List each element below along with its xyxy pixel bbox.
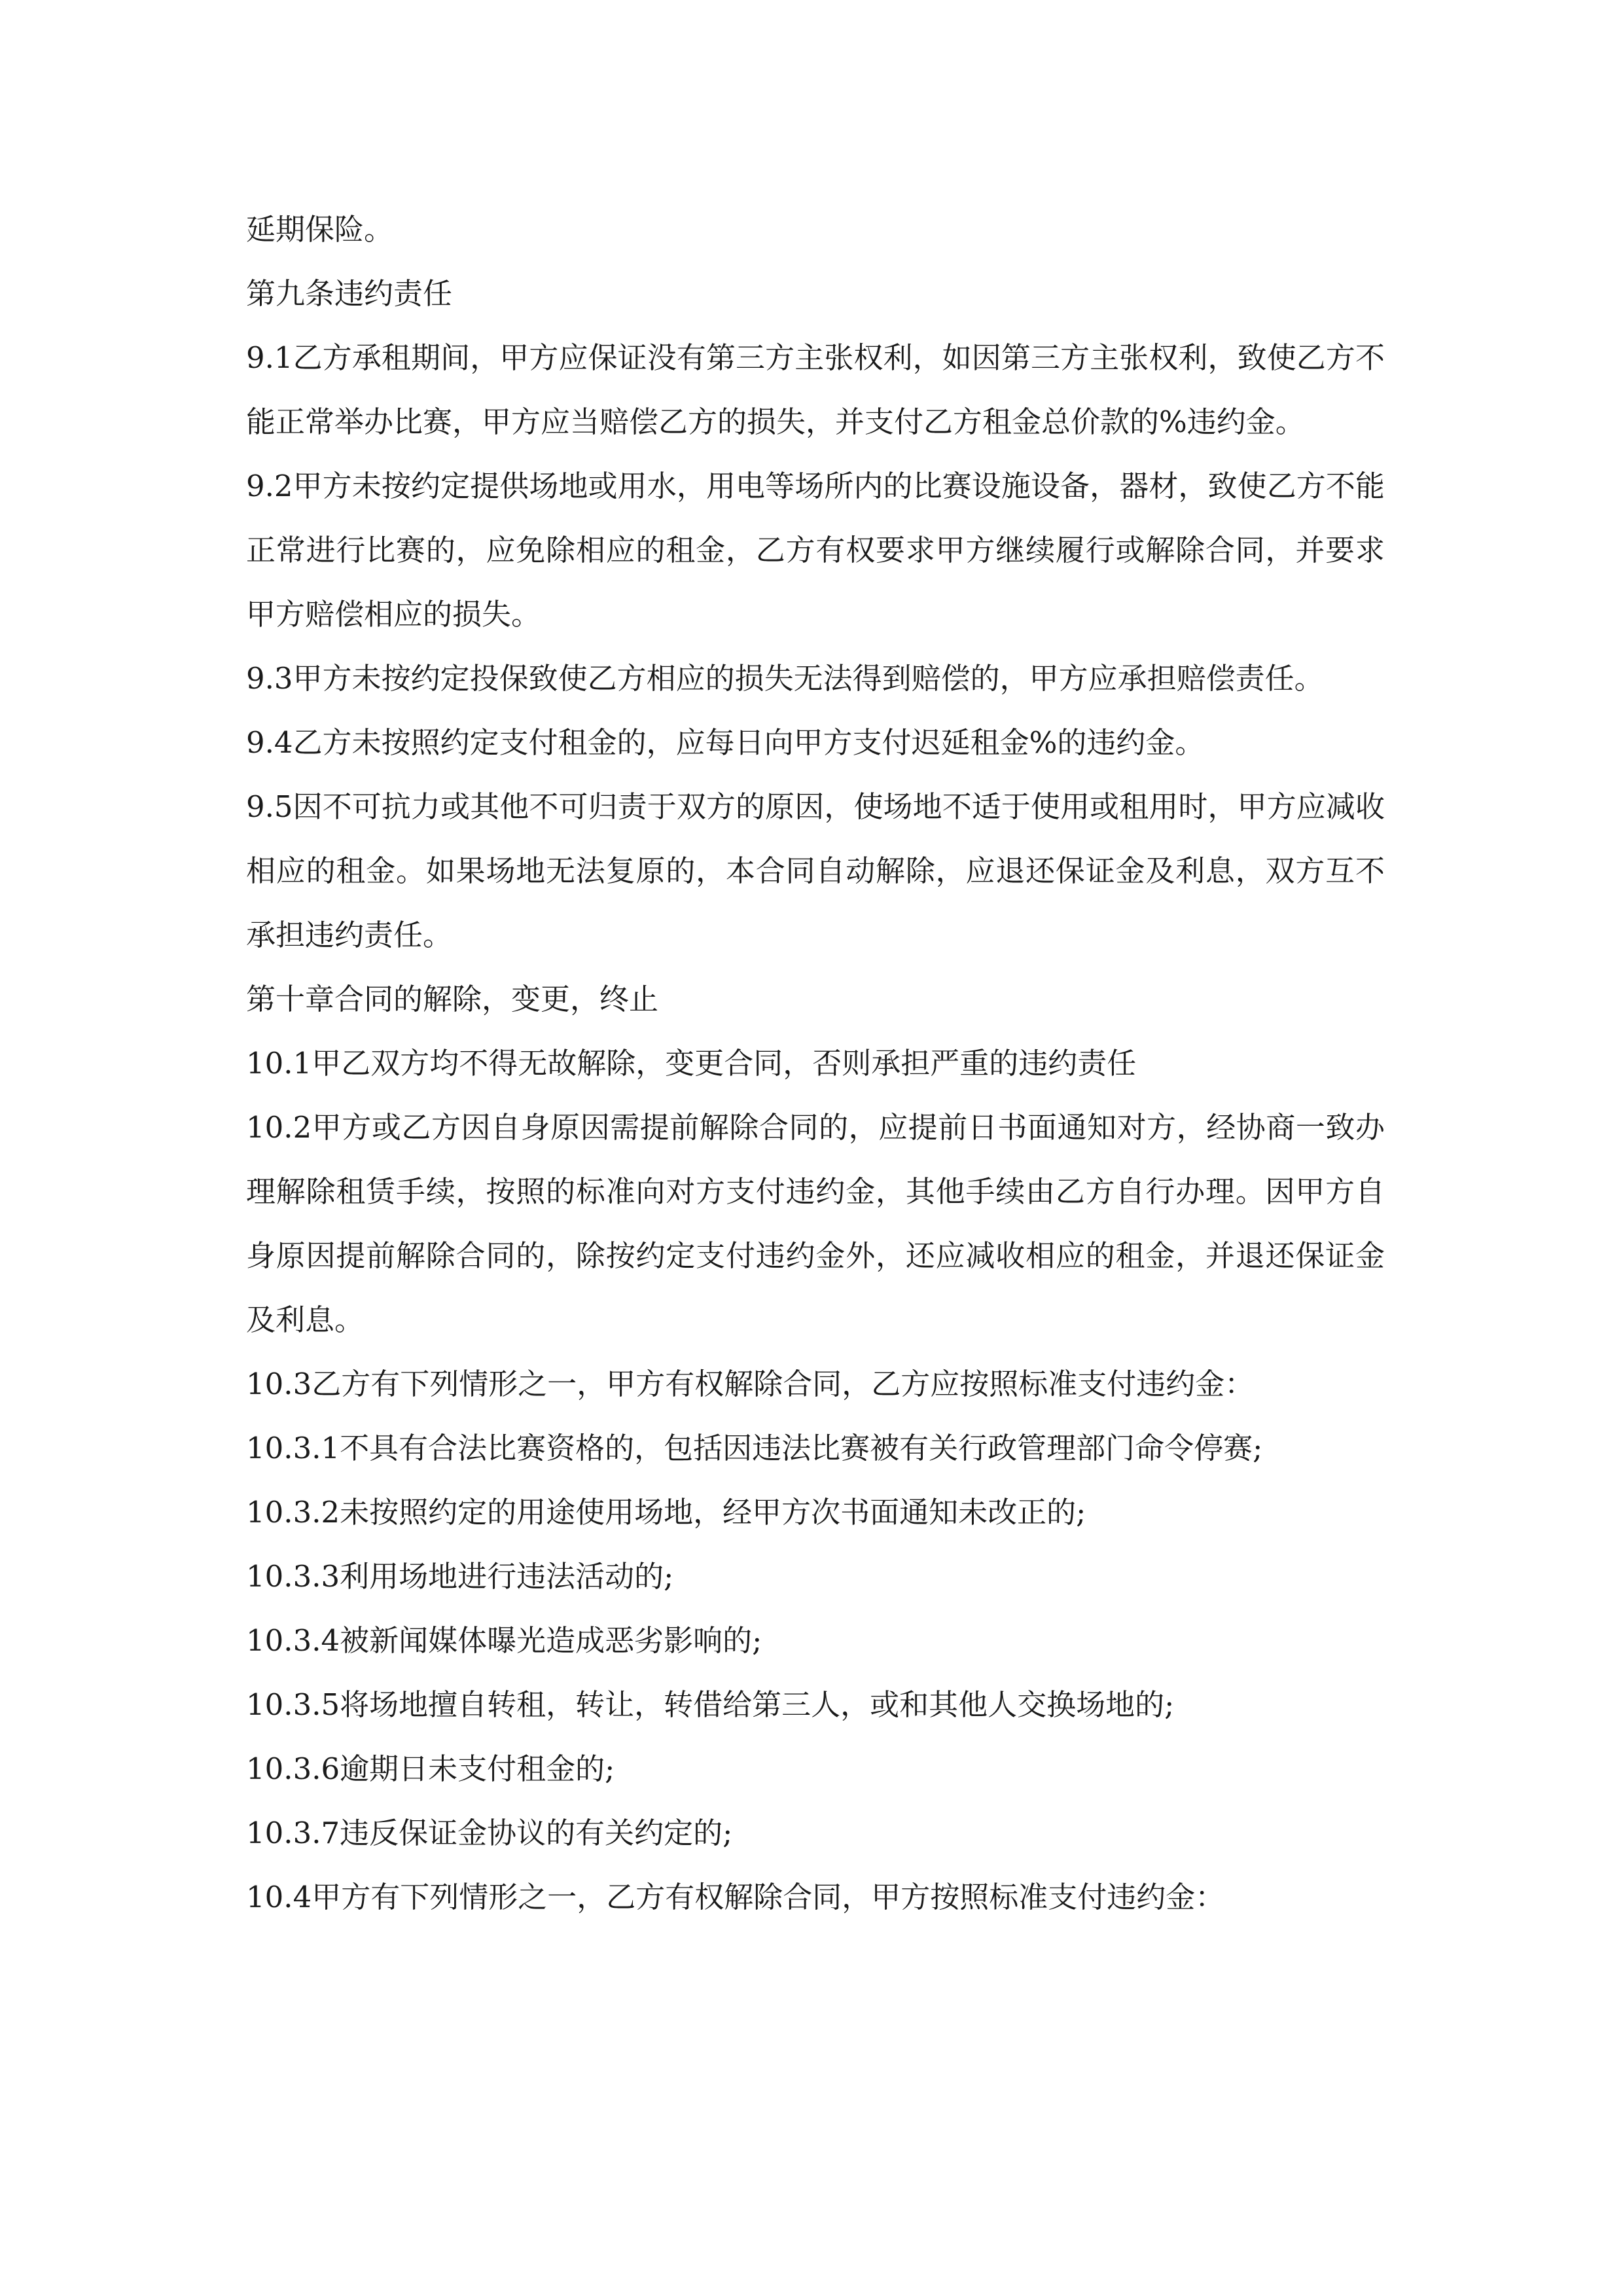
clause-10-3-6: 10.3.6逾期日未支付租金的; bbox=[246, 1751, 615, 1786]
clause-10-3-4: 10.3.4被新闻媒体曝光造成恶劣影响的; bbox=[246, 1623, 762, 1658]
clause-9-2: 9.2甲方未按约定提供场地或用水，用电等场所内的比赛设施设备，器材，致使乙方不能正常进行比赛的，应免除相应的租金，乙方有权要求甲方继续履行或解除合同，并要求甲方赔偿相应的损失。 bbox=[246, 469, 1385, 632]
heading-chapter-10: 第十章合同的解除，变更，终止 bbox=[246, 982, 659, 1016]
clause-10-3-1: 10.3.1不具有合法比赛资格的，包括因违法比赛被有关行政管理部门命令停赛; bbox=[246, 1431, 1263, 1465]
clause-10-3-2: 10.3.2未按照约定的用途使用场地，经甲方次书面通知未改正的; bbox=[246, 1495, 1086, 1530]
heading-article-9: 第九条违约责任 bbox=[246, 276, 453, 311]
clause-9-5: 9.5因不可抗力或其他不可归责于双方的原因，使场地不适于使用或租用时，甲方应减收相应的租金。如果场地无法复原的，本合同自动解除，应退还保证金及利息，双方互不承担违约责任。 bbox=[246, 789, 1385, 952]
paragraph-insurance-continuation: 延期保险。 bbox=[246, 212, 394, 247]
clause-9-3: 9.3甲方未按约定投保致使乙方相应的损失无法得到赔偿的，甲方应承担赔偿责任。 bbox=[246, 661, 1324, 696]
clause-10-3-7: 10.3.7违反保证金协议的有关约定的; bbox=[246, 1816, 733, 1850]
clause-10-1: 10.1甲乙双方均不得无故解除，变更合同，否则承担严重的违约责任 bbox=[246, 1046, 1137, 1081]
clause-10-3: 10.3乙方有下列情形之一，甲方有权解除合同，乙方应按照标准支付违约金： bbox=[246, 1367, 1255, 1401]
clause-9-1: 9.1乙方承租期间，甲方应保证没有第三方主张权利，如因第三方主张权利，致使乙方不能正常举办比赛，甲方应当赔偿乙方的损失，并支付乙方租金总价款的%违约金。 bbox=[246, 340, 1385, 439]
clause-10-3-5: 10.3.5将场地擅自转租，转让，转借给第三人，或和其他人交换场地的; bbox=[246, 1687, 1175, 1722]
document-body bbox=[246, 198, 1385, 1929]
clause-10-2: 10.2甲方或乙方因自身原因需提前解除合同的，应提前日书面通知对方，经协商一致办理解除租赁手续，按照的标准向对方支付违约金，其他手续由乙方自行办理。因甲方自身原因提前解除合同的，除按约定支付违约金外，还应减收相应的租金，并退还保证金及利息。 bbox=[246, 1110, 1385, 1337]
clause-10-4: 10.4甲方有下列情形之一，乙方有权解除合同，甲方按照标准支付违约金： bbox=[246, 1880, 1225, 1914]
clause-9-4: 9.4乙方未按照约定支付租金的，应每日向甲方支付迟延租金%的违约金。 bbox=[246, 725, 1205, 760]
clause-10-3-3: 10.3.3利用场地进行违法活动的; bbox=[246, 1559, 674, 1594]
